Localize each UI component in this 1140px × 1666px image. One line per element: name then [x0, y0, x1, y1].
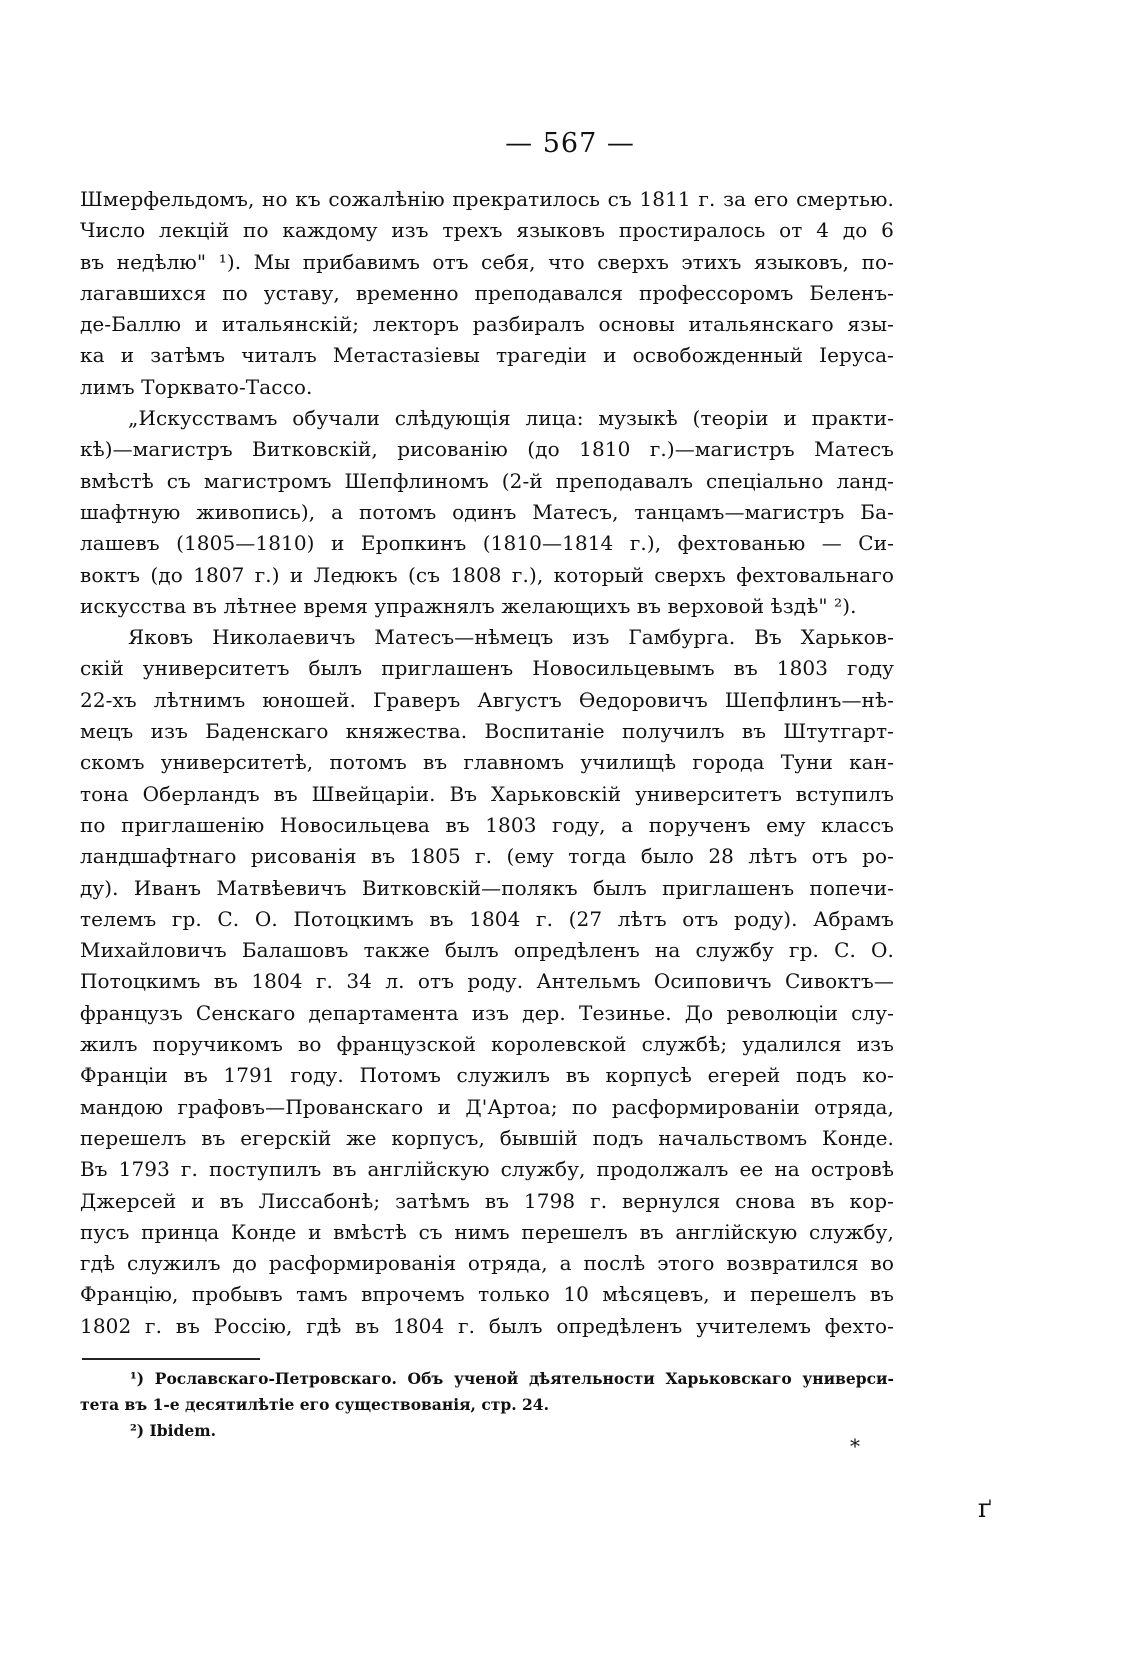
corner-mark: ґ	[978, 1494, 992, 1524]
text-line: тона Оберландъ въ Швейцаріи. Въ Харьковскій университетъ вступилъ	[80, 781, 894, 806]
text-line: лагавшихся по уставу, временно преподавался профессоромъ Беленъ-	[80, 280, 894, 305]
text-line: мецъ изъ Баденскаго княжества. Воспитаніе получилъ въ Штутгарт-	[80, 719, 894, 744]
footnote-line: тета въ 1-е десятилѣтіе его существованія, стр. 24.	[80, 1395, 549, 1414]
footnote-divider	[82, 1358, 260, 1360]
text-line: Яковъ Николаевичъ Матесъ—нѣмецъ изъ Гамбурга. Въ Харьков-	[128, 625, 894, 650]
text-line: шафтную живопись), а потомъ одинъ Матесъ, танцамъ—магистръ Ба-	[80, 499, 894, 524]
page-number: — 567 —	[505, 128, 635, 159]
text-line: де-Баллю и итальянскій; лекторъ разбиралъ основы итальянскаго язы-	[80, 312, 894, 337]
footnotes	[80, 1366, 894, 1444]
text-line: скій университетъ былъ приглашенъ Новосильцевымъ въ 1803 году	[80, 656, 894, 681]
text-line: въ недѣлю" ¹). Мы прибавимъ отъ себя, что сверхъ этихъ языковъ, по-	[80, 249, 894, 274]
text-line: Францію, пробывъ тамъ впрочемъ только 10 мѣсяцевъ, и перешелъ въ	[80, 1282, 894, 1307]
text-line: телемъ гр. С. О. Потоцкимъ въ 1804 г. (27 лѣтъ отъ роду). Абрамъ	[80, 906, 894, 931]
text-line: по приглашенію Новосильцева въ 1803 году, а порученъ ему классъ	[80, 812, 894, 837]
text-line: Михайловичъ Балашовъ также былъ опредѣленъ на службу гр. С. О.	[80, 938, 894, 963]
text-line: Франціи въ 1791 году. Потомъ служилъ въ корпусѣ егерей подъ ко-	[80, 1063, 894, 1088]
text-line: французъ Сенскаго департамента изъ дер. Тезинье. До революціи слу-	[80, 1000, 894, 1025]
footnote-line: ²) Ibidem.	[130, 1421, 216, 1440]
text-line: Число лекцій по каждому изъ трехъ языковъ простиралось от 4 до 6	[80, 218, 894, 243]
text-line: перешелъ въ егерскій же корпусъ, бывшій подъ начальствомъ Конде.	[80, 1125, 894, 1150]
text-line: воктъ (до 1807 г.) и Ледюкъ (съ 1808 г.), который сверхъ фехтовальнаго	[80, 562, 894, 587]
text-line: пусъ принца Конде и вмѣстѣ съ нимъ перешелъ въ англійскую службу,	[80, 1219, 894, 1244]
text-line: Въ 1793 г. поступилъ въ англійскую службу, продолжалъ ее на островѣ	[80, 1157, 894, 1182]
text-line: 22-хъ лѣтнимъ юношей. Граверъ Августъ Ѳедоровичъ Шепфлинъ—нѣ-	[80, 687, 894, 712]
footnote-line: ¹) Рославскаго-Петровскаго. Объ ученой дѣятельности Харьковскаго универси-	[130, 1369, 894, 1388]
text-line: 1802 г. въ Россію, гдѣ въ 1804 г. былъ опредѣленъ учителемъ фехто-	[80, 1313, 894, 1338]
text-line: вмѣстѣ съ магистромъ Шепфлиномъ (2-й преподавалъ спеціально ланд-	[80, 468, 894, 493]
text-line: Шмерфельдомъ, но къ сожалѣнію прекратилось съ 1811 г. за его смертью.	[80, 187, 894, 211]
text-line: ка и затѣмъ читалъ Метастазіевы трагедіи и освобожденный Іеруса-	[80, 343, 894, 368]
text-line: лашевъ (1805—1810) и Еропкинъ (1810—1814 г.), фехтованью — Си-	[80, 531, 894, 556]
text-line: мандою графовъ—Прованскаго и Д'Артоа; по расформированіи отряда,	[80, 1094, 894, 1119]
text-line: искусства въ лѣтнее время упражнялъ желающихъ въ верховой ѣздѣ" ²).	[80, 593, 857, 618]
text-line: Потоцкимъ въ 1804 г. 34 л. отъ роду. Антельмъ Осиповичъ Сивоктъ—	[80, 969, 894, 994]
text-line: лимъ Торквато-Тассо.	[80, 374, 313, 399]
asterisk-mark: *	[850, 1434, 860, 1458]
text-line: жилъ поручикомъ во французской королевской службѣ; удалился изъ	[80, 1032, 894, 1057]
text-line: „Искусствамъ обучали слѣдующія лица: музыкѣ (теоріи и практи-	[128, 406, 894, 431]
text-line: Джерсей и въ Лиссабонѣ; затѣмъ въ 1798 г. вернулся снова въ кор-	[80, 1188, 894, 1213]
text-line: гдѣ служилъ до расформированія отряда, а послѣ этого возвратился во	[80, 1251, 894, 1276]
main-text	[80, 184, 894, 1342]
text-line: скомъ университетѣ, потомъ въ главномъ училищѣ города Туни кан-	[80, 750, 894, 775]
text-line: кѣ)—магистръ Витковскій, рисованію (до 1810 г.)—магистръ Матесъ	[80, 437, 894, 462]
text-line: ландшафтнаго рисованія въ 1805 г. (ему тогда было 28 лѣтъ отъ ро-	[80, 844, 894, 869]
text-line: ду). Иванъ Матвѣевичъ Витковскій—полякъ былъ приглашенъ попечи-	[80, 875, 894, 900]
